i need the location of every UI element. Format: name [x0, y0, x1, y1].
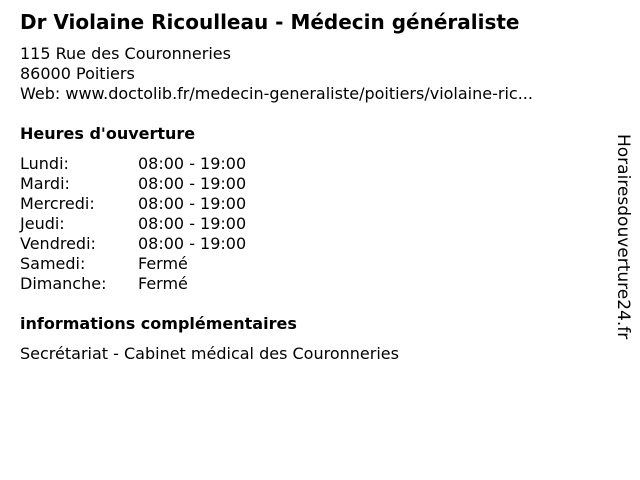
- hours-day-label: Lundi:: [20, 154, 69, 173]
- hours-time-value: Fermé: [138, 254, 188, 273]
- hours-day-label: Mardi:: [20, 174, 70, 193]
- hours-time-value: 08:00 - 19:00: [138, 234, 247, 253]
- hours-time-value: 08:00 - 19:00: [138, 174, 247, 193]
- hours-day-label: Vendredi:: [20, 234, 96, 253]
- hours-time-value: 08:00 - 19:00: [138, 154, 247, 173]
- opening-hours-heading: Heures d'ouverture: [20, 124, 196, 143]
- address-block: [20, 44, 533, 104]
- address-city: 86000 Poitiers: [20, 64, 135, 83]
- page-title: Dr Violaine Ricoulleau - Médecin généraliste: [20, 10, 520, 34]
- additional-info-heading: informations complémentaires: [20, 314, 297, 333]
- hours-time-value: Fermé: [138, 274, 188, 293]
- website-line: Web: www.doctolib.fr/medecin-generaliste/poitiers/violaine-ric...: [20, 84, 533, 103]
- hours-time-value: 08:00 - 19:00: [138, 194, 247, 213]
- hours-day-label: Jeudi:: [20, 214, 65, 233]
- site-watermark: Horairesdouverture24.fr: [613, 134, 633, 340]
- hours-time-value: 08:00 - 19:00: [138, 214, 247, 233]
- additional-info-text: Secrétariat - Cabinet médical des Couronneries: [20, 344, 399, 363]
- hours-day-label: Samedi:: [20, 254, 86, 273]
- address-street: 115 Rue des Couronneries: [20, 44, 231, 63]
- hours-day-label: Dimanche:: [20, 274, 107, 293]
- hours-day-label: Mercredi:: [20, 194, 95, 213]
